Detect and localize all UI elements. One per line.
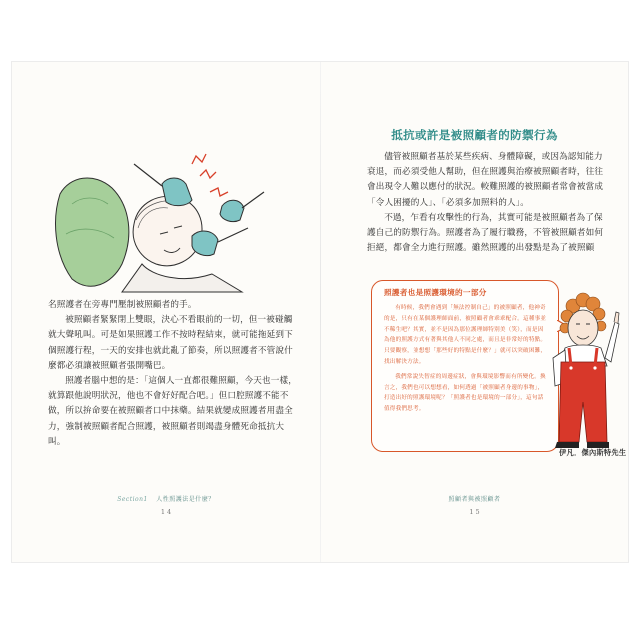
callout-paragraph: 有時候，我們會遇到「無法控制自己」的被照顧者，他神奇的是，只有在某個護理師面前，被照顧者會乖乖配合。這種事並不稀生吧？其實，並不是因為那位護理師特別美（笑），而是因為他的照護方式有著與其他人不同之處，而且是非常好的特點。只要觀察，並想想「那些好的特點是什麼？」就可以突破困難，找出解決方法。	[384, 305, 547, 365]
footer-series: Section1	[117, 496, 148, 503]
left-body-text	[48, 298, 298, 450]
left-page	[12, 62, 320, 562]
man-figure-illustration	[543, 282, 623, 457]
paragraph: 被照顧者緊緊閉上雙眼，決心不看眼前的一切，但一被碰觸就大聲吼叫。可是如果照護工作不按時程結束，就可能拖延到下個照護行程，一天的安排也就此亂了節奏，所以照護者不管說什麼都必須讓被照顧者張開嘴巴。	[48, 315, 293, 371]
paragraph: 不過，乍看有攻擊性的行為，其實可能是被照顧者為了保護自己的防禦行為。照護者為了履行職務，不管被照顧者如何拒絕，都會全力進行照護。雖然照護的出發點是為了被照顧	[367, 212, 604, 254]
caregiving-illustration	[42, 124, 272, 294]
page-number-right: 1 5	[469, 508, 480, 516]
page-number-left: 1 4	[160, 508, 172, 516]
figure-caption: 伊凡．傑內斯特先生	[559, 448, 627, 457]
footer-title: 照顧者與被照顧者	[448, 496, 501, 503]
paragraph: 儘管被照顧者基於某些疾病、身體障礙，或因為認知能力衰退，而必須受他人幫助，但在照護與治療被照顧者時，往往會出現令人難以應付的狀況。較難照護的被照顧者常會被當成「令人困擾的人」、「必須多加照料的人」。	[367, 152, 604, 208]
left-running-footer	[12, 494, 320, 503]
callout-body	[384, 303, 548, 419]
callout-title: 照護者也是照護環境的一部分	[384, 288, 487, 297]
callout-paragraph: 我們常說失智症的周邊症狀，會與環境影響而有所變化。換言之，我們也可以想想看，如何透過「被照顧者身邊的事物」，打造出好的照護環境呢？「照護者也是環境的一部分」，這句話值得我們思考。	[384, 373, 546, 413]
right-running-footer	[321, 494, 628, 503]
paragraph: 名照護者在旁專門壓制被照顧者的手。	[48, 300, 197, 310]
callout-box	[371, 280, 559, 452]
right-body-text	[367, 150, 607, 256]
section-heading: 抵抗或許是被照顧者的防禦行為	[391, 128, 558, 142]
right-page	[321, 62, 628, 562]
footer-title: 人性照護法是什麼？	[156, 496, 215, 503]
paragraph: 照護者腦中想的是：「這個人一直都很難照顧，今天也一樣，就算跟他說明狀況，他也不會好好配合吧。」但口腔照護不能不做，所以拚命要在被照顧者口中抹藥。結果就變成照護者用盡全力，強制被照顧者配合照護，被照顧者則竭盡身體死命抵抗大叫。	[48, 376, 297, 447]
